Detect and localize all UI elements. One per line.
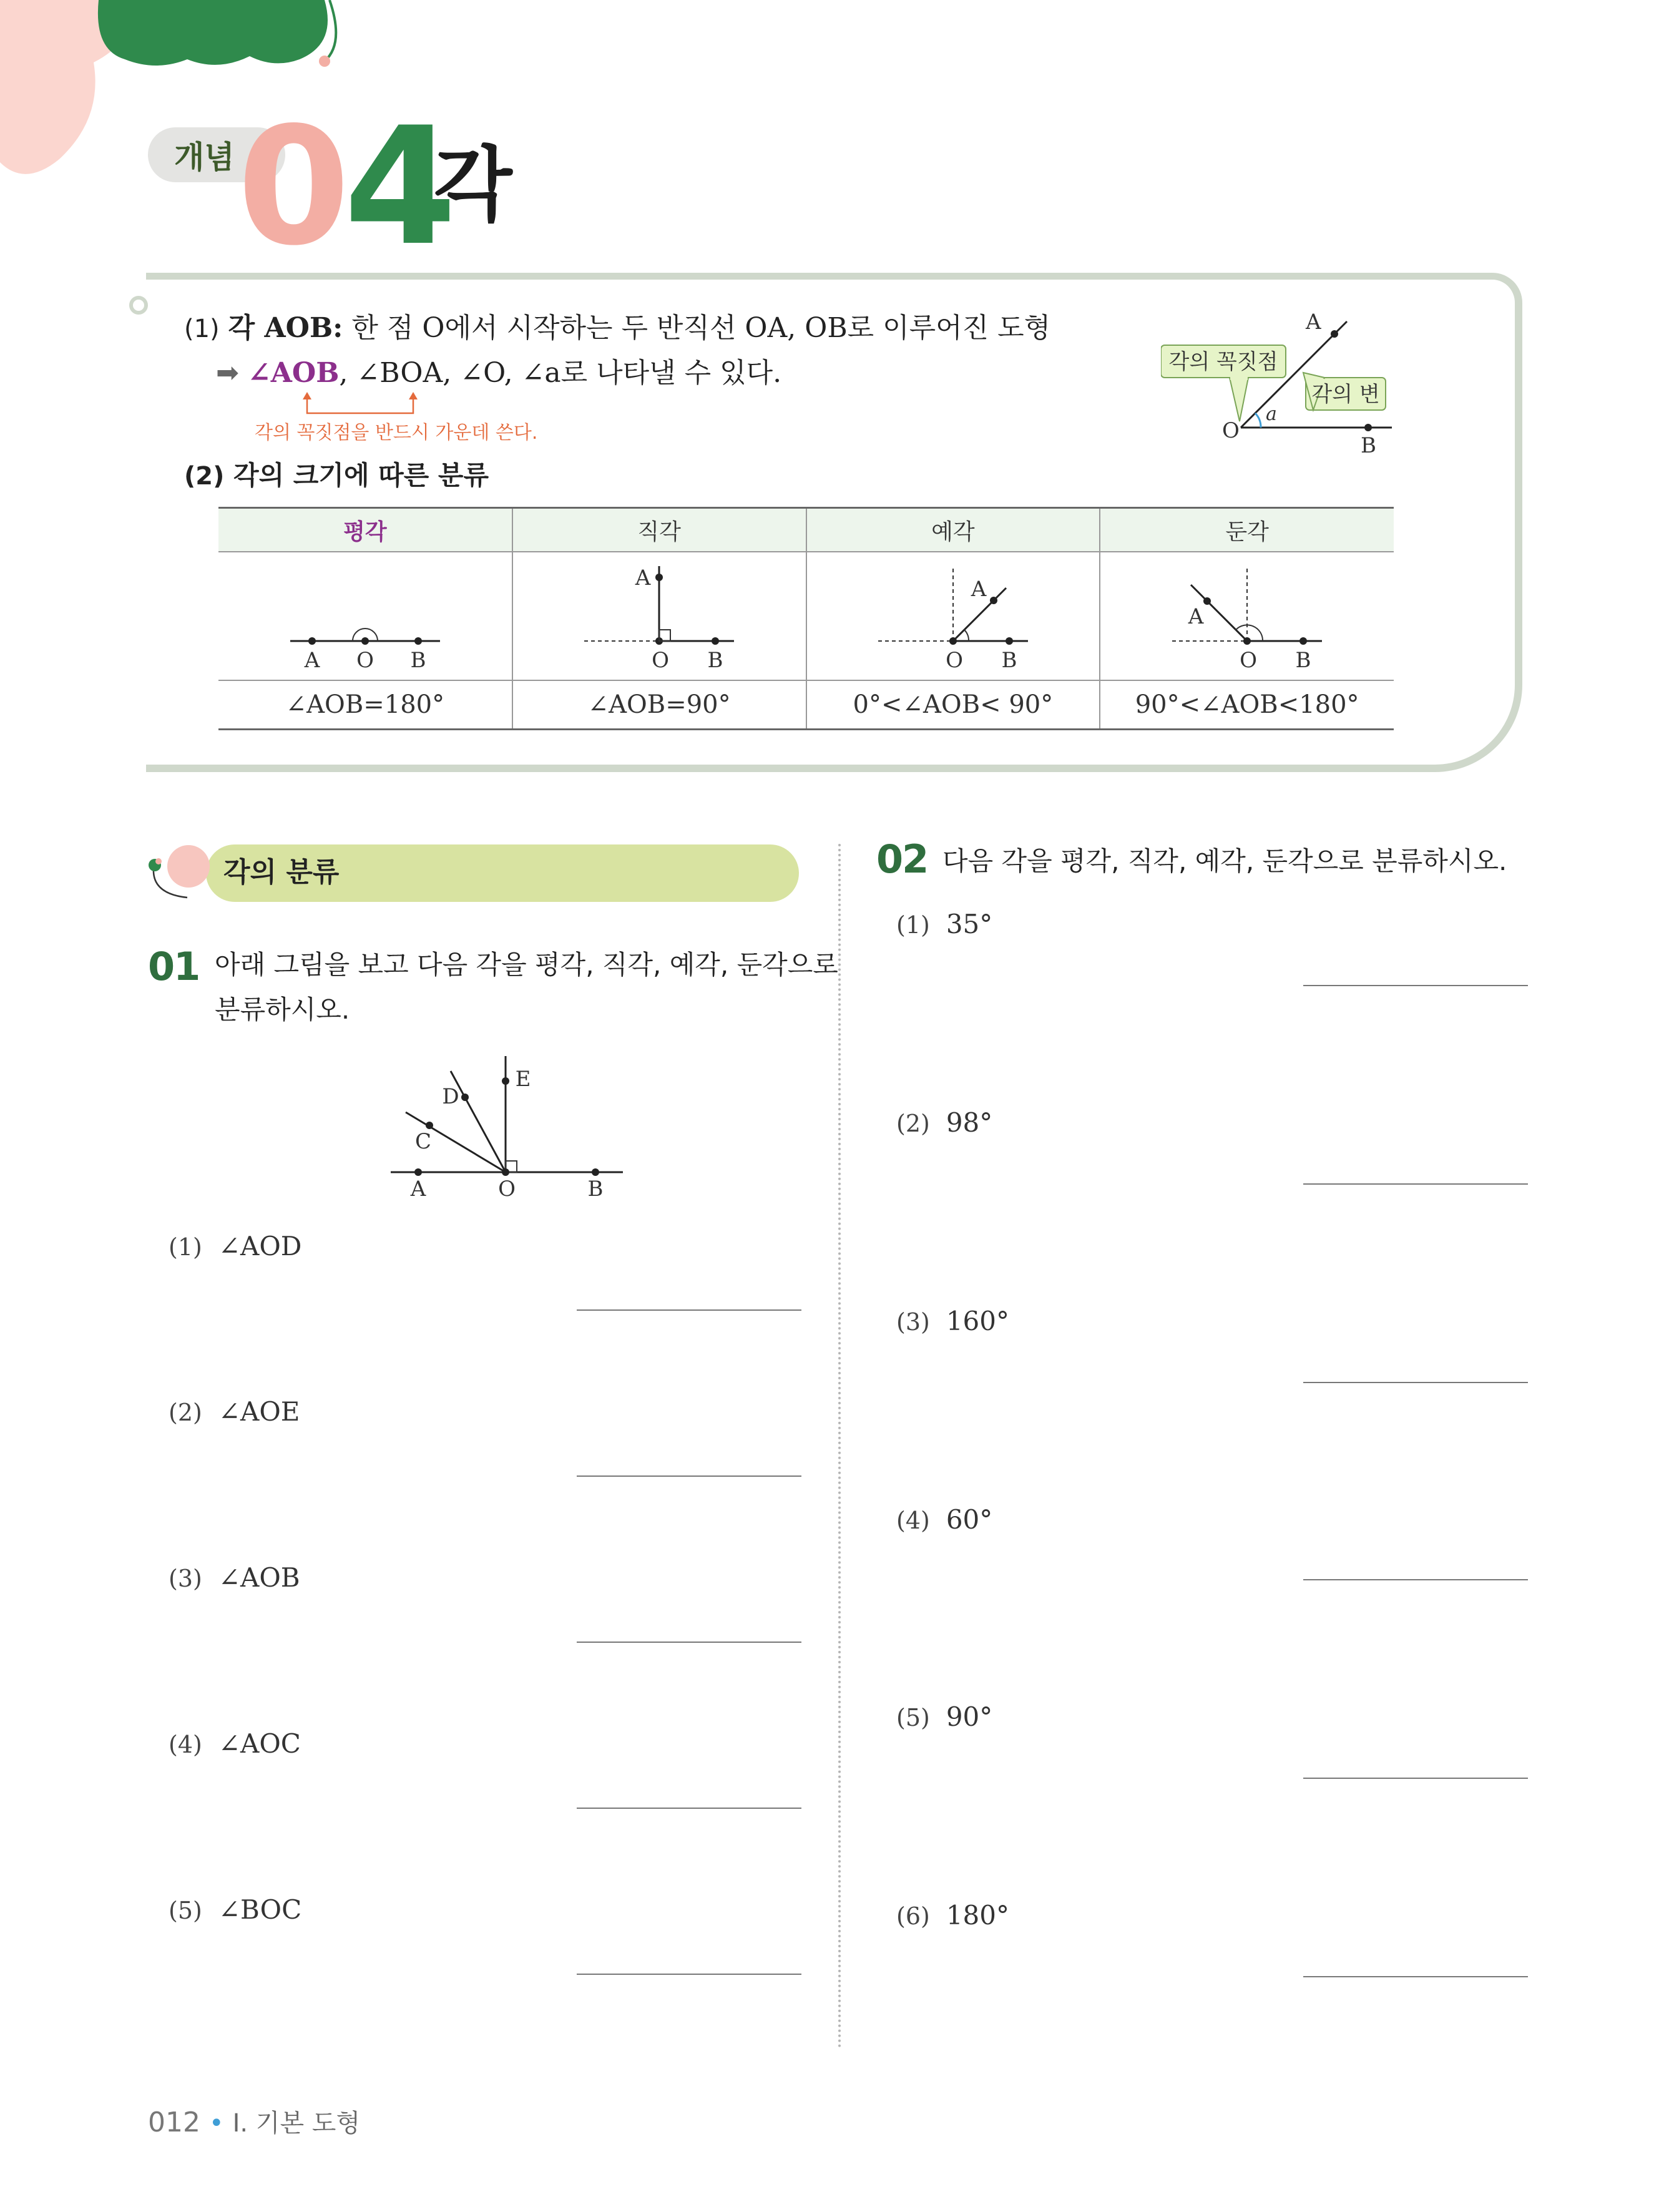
notation-rest: , ∠BOA, ∠O, ∠a로 나타낼 수 있다. [339, 357, 782, 389]
chapter-name: I. 기본 도형 [232, 2109, 361, 2138]
page-footer [148, 2103, 360, 2139]
header-straight-angle: 평각 [218, 508, 512, 552]
side-label: 각의 변 [1311, 382, 1380, 407]
page-title: 각 [434, 137, 512, 232]
answer-line[interactable] [577, 1642, 801, 1643]
answer-line[interactable] [1303, 1579, 1528, 1580]
vertex-label: 각의 꼭짓점 [1168, 350, 1278, 374]
q1-item [169, 1396, 300, 1427]
q2-item [896, 1306, 1009, 1336]
q2-item [896, 1107, 992, 1138]
q1-text-line2: 분류하시오. [215, 994, 350, 1025]
q1-item-number: (3) [169, 1565, 202, 1592]
header-right-angle: 직각 [512, 508, 806, 552]
right-label-b: B [707, 648, 723, 673]
answer-line[interactable] [1303, 1976, 1528, 1977]
curl-dot [319, 56, 330, 67]
arrow-icon: ➡ [216, 357, 239, 389]
q2-item [896, 1900, 1009, 1931]
value-obtuse-angle: 90°<∠AOB<180° [1100, 680, 1394, 730]
obtuse-label-b: B [1295, 648, 1311, 673]
answer-line[interactable] [577, 1309, 801, 1311]
notation-main: ∠AOB [247, 357, 340, 389]
q2-item [896, 1701, 992, 1732]
straight-label-b: B [410, 648, 426, 673]
q2-item [896, 909, 992, 939]
angle-diagram [1161, 309, 1423, 459]
q2-item-number: (2) [896, 1110, 930, 1137]
q1-number: 01 [148, 944, 200, 989]
figure-right-angle [512, 552, 806, 680]
q2-item-number: (1) [896, 911, 930, 939]
concept-item2-text: 각의 크기에 따른 분류 [233, 460, 489, 491]
q1-label-o: O [498, 1177, 516, 1201]
concept-item1-term: 각 AOB: [228, 312, 343, 344]
q1-item [169, 1728, 301, 1759]
answer-line[interactable] [1303, 1183, 1528, 1185]
concept-item1 [184, 311, 1050, 346]
q2-item-text: 90° [946, 1701, 993, 1732]
angle-symbol: a [1266, 403, 1277, 425]
q1-label-a: A [410, 1177, 426, 1201]
figure-acute-angle [806, 552, 1100, 680]
header-acute-angle: 예각 [806, 508, 1100, 552]
label-b: B [1361, 433, 1376, 458]
point-a-dot [1331, 330, 1338, 338]
q2-text: 다음 각을 평각, 직각, 예각, 둔각으로 분류하시오. [942, 846, 1507, 876]
right-label-a: A [635, 565, 651, 590]
concept-item2-number: (2) [184, 462, 225, 491]
q1-item-number: (5) [169, 1897, 202, 1924]
concept-number-digit1: 0 [237, 93, 344, 281]
q1-text [215, 942, 838, 1032]
angle-classification-table [218, 507, 1394, 730]
obtuse-label-a: A [1188, 604, 1204, 629]
q1-item-number: (1) [169, 1233, 202, 1261]
q1-item-text: ∠BOC [218, 1894, 302, 1925]
q2-item-text: 35° [946, 909, 993, 939]
q1-label-c: C [414, 1129, 432, 1154]
q2-item-number: (4) [896, 1507, 930, 1534]
answer-line[interactable] [577, 1974, 801, 1975]
q1-item-number: (4) [169, 1731, 202, 1758]
table-value-row [218, 680, 1394, 730]
figure-straight-angle [218, 552, 512, 680]
concept-box-dot [129, 296, 148, 315]
q2-item-number: (3) [896, 1308, 930, 1336]
concept-label: 개념 [174, 139, 235, 175]
answer-line[interactable] [577, 1808, 801, 1809]
green-cloud-shape [98, 0, 328, 66]
straight-label-o: O [356, 648, 374, 673]
concept-item2 [184, 458, 489, 494]
column-divider [838, 844, 841, 2048]
value-acute-angle: 0°<∠AOB< 90° [806, 680, 1100, 730]
concept-item1-text: 한 점 O에서 시작하는 두 반직선 OA, OB로 이루어진 도형 [343, 312, 1051, 344]
q2-item [896, 1504, 992, 1535]
q1-label-d: D [442, 1084, 459, 1109]
obtuse-label-o: O [1240, 648, 1258, 673]
acute-label-a: A [971, 577, 987, 602]
page-number: 012 [148, 2107, 200, 2138]
value-right-angle: ∠AOB=90° [512, 680, 806, 730]
q2-item-text: 98° [946, 1107, 993, 1138]
q1-label-b: B [587, 1177, 604, 1201]
vertex-note: 각의 꼭짓점을 반드시 가운데 쓴다. [255, 422, 538, 444]
q2-item-text: 60° [946, 1504, 993, 1535]
q1-item [169, 1894, 301, 1925]
point-b-dot [1364, 424, 1372, 431]
q1-item-text: ∠AOC [218, 1728, 301, 1759]
acute-label-o: O [945, 648, 963, 673]
answer-line[interactable] [1303, 1382, 1528, 1383]
q1-text-line1: 아래 그림을 보고 다음 각을 평각, 직각, 예각, 둔각으로 [215, 949, 838, 980]
q1-figure [381, 1049, 630, 1211]
concept-number [237, 93, 451, 281]
straight-label-a: A [304, 648, 320, 673]
q2-number: 02 [876, 836, 928, 882]
label-a: A [1306, 310, 1321, 335]
q1-item [169, 1562, 300, 1593]
concept-item1-notation [216, 356, 781, 391]
answer-line[interactable] [1303, 1778, 1528, 1779]
q1-item-text: ∠AOD [218, 1231, 302, 1261]
header-obtuse-angle: 둔각 [1100, 508, 1394, 552]
angle-arc [1255, 413, 1261, 428]
q1-item-number: (2) [169, 1399, 202, 1426]
table-header-row [218, 508, 1394, 552]
concept-item1-number: (1) [184, 315, 220, 343]
q2-item-text: 160° [946, 1306, 1009, 1336]
section-banner-title: 각의 분류 [223, 856, 340, 888]
q1-item-text: ∠AOE [218, 1396, 300, 1427]
acute-label-b: B [1001, 648, 1017, 673]
q2-item-number: (6) [896, 1902, 930, 1930]
answer-line[interactable] [1303, 985, 1528, 986]
concept-number-digit2: 4 [343, 93, 451, 281]
answer-line[interactable] [577, 1475, 801, 1477]
label-o: O [1222, 418, 1240, 443]
table-figure-row [218, 552, 1394, 680]
q2-item-number: (5) [896, 1704, 930, 1731]
footer-dot-icon: • [208, 2109, 224, 2138]
q1-label-e: E [515, 1067, 531, 1092]
q2-item-text: 180° [946, 1900, 1009, 1931]
note-bracket [300, 389, 424, 418]
figure-obtuse-angle [1100, 552, 1394, 680]
right-label-o: O [652, 648, 670, 673]
q1-item [169, 1231, 301, 1261]
banner-ornament [144, 844, 218, 906]
value-straight-angle: ∠AOB=180° [218, 680, 512, 730]
q1-item-text: ∠AOB [218, 1562, 300, 1593]
